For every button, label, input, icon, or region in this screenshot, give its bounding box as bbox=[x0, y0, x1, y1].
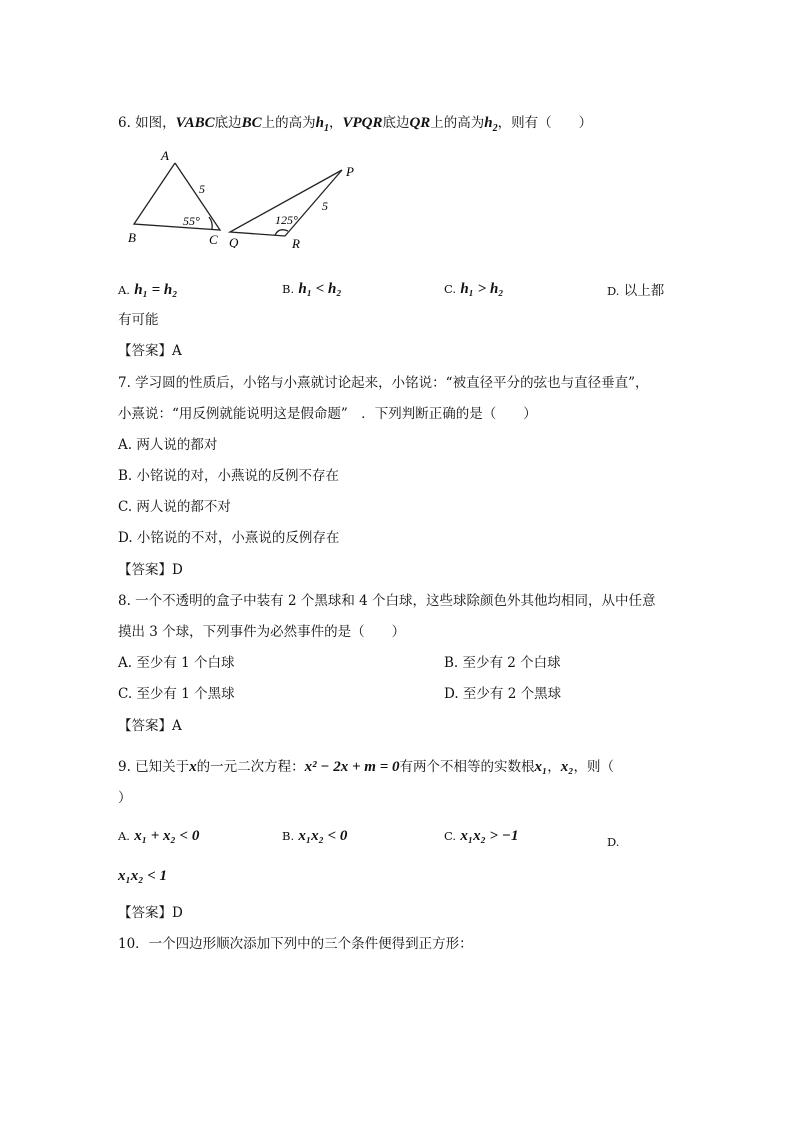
q9-option-c: C. x₁x₂ > −1 bbox=[444, 828, 519, 844]
q8-option-c: C. 至少有 1 个黑球 bbox=[118, 686, 235, 702]
q6-option-b: B. h₁ < h₂ bbox=[282, 281, 342, 297]
q6-figure bbox=[125, 148, 365, 248]
q9-option-b: B. x₁x₂ < 0 bbox=[282, 828, 348, 844]
q6-t5: ，则有（ ） bbox=[497, 115, 593, 131]
q8-option-d: D. 至少有 2 个黑球 bbox=[444, 686, 562, 702]
q6-answer: 【答案】A bbox=[118, 343, 182, 359]
q9-t3: ，则（ bbox=[573, 759, 614, 775]
q8-option-b: B. 至少有 2 个白球 bbox=[444, 655, 561, 671]
q7-option-a: A. 两人说的都对 bbox=[118, 437, 218, 453]
q6-stem bbox=[118, 113, 592, 139]
q9-x: x bbox=[189, 759, 197, 775]
q6-tri1: VABC bbox=[175, 115, 215, 131]
q6-bc: BC bbox=[241, 115, 262, 131]
q6-option-a: A. h₁ = h₂ bbox=[118, 282, 178, 298]
q9-comma: ， bbox=[547, 759, 561, 775]
q9-answer: 【答案】D bbox=[118, 905, 183, 921]
q6-h1: $h_1$ bbox=[315, 115, 329, 134]
q7-option-b: B. 小铭说的对，小燕说的反例不存在 bbox=[118, 468, 340, 484]
q6-option-d: D. 以上都 bbox=[607, 283, 665, 299]
label-c: C bbox=[209, 232, 218, 247]
q9-option-d-wrap: x₁x₂ < 1 bbox=[118, 868, 168, 884]
q7-stem-line1: 7. 学习圆的性质后，小铭与小熹就讨论起来，小铭说：“被直径平分的弦也与直径垂直”， bbox=[118, 375, 649, 391]
label-side-pr: 5 bbox=[322, 199, 328, 213]
q9-t1: 的一元二次方程： bbox=[196, 759, 305, 775]
q9-x1: x₁ bbox=[534, 759, 548, 775]
q6-t1: 底边 bbox=[214, 115, 242, 131]
q6-tri2: VPQR bbox=[342, 115, 383, 131]
q6-option-d-wrap: 有可能 bbox=[118, 312, 159, 328]
label-b: B bbox=[128, 230, 136, 245]
q8-stem-line1: 8. 一个不透明的盒子中装有 2 个黑球和 4 个白球，这些球除颜色外其他均相同，从中任意 bbox=[118, 593, 656, 609]
q9-x2: x₂ bbox=[560, 759, 574, 775]
label-q: Q bbox=[229, 235, 239, 248]
q8-answer: 【答案】A bbox=[118, 718, 182, 734]
label-p: P bbox=[346, 164, 354, 179]
q6-h2: $h_2$ bbox=[484, 115, 498, 134]
q6-qr: QR bbox=[409, 115, 431, 131]
q7-option-c: C. 两人说的都不对 bbox=[118, 499, 231, 515]
q6-t2: 上的高为 bbox=[261, 115, 316, 131]
q10-stem: 10．一个四边形顺次添加下列中的三个条件便得到正方形： bbox=[118, 936, 473, 952]
label-side-ac: 5 bbox=[199, 182, 205, 196]
q9-equation: x² − 2x + m = 0 bbox=[304, 759, 400, 775]
q6-t3: 底边 bbox=[382, 115, 410, 131]
label-a: A bbox=[161, 148, 169, 163]
q9-stem-line2: ） bbox=[118, 790, 132, 806]
q7-option-d: D. 小铭说的不对，小熹说的反例存在 bbox=[118, 530, 340, 546]
q9-lead: 9. 已知关于 bbox=[118, 759, 190, 775]
q8-option-a: A. 至少有 1 个白球 bbox=[118, 655, 235, 671]
q9-option-d: D. bbox=[607, 835, 620, 849]
label-r: R bbox=[292, 236, 300, 248]
q7-stem-line2: 小熹说：“用反例就能说明这是假命题” ．下列判断正确的是（ ） bbox=[118, 406, 537, 422]
q6-option-c: C. h₁ > h₂ bbox=[444, 281, 504, 297]
q8-stem-line2: 摸出 3 个球，下列事件为必然事件的是（ ） bbox=[118, 624, 406, 640]
q6-comma: ， bbox=[328, 115, 343, 131]
q9-option-a: A. x₁ + x₂ < 0 bbox=[118, 828, 200, 844]
q7-answer: 【答案】D bbox=[118, 562, 183, 578]
q6-t4: 上的高为 bbox=[430, 115, 485, 131]
triangle-abc bbox=[134, 163, 220, 230]
label-angle-r: 125° bbox=[275, 213, 298, 227]
label-angle-c: 55° bbox=[183, 214, 200, 228]
q6-lead: 6. 如图， bbox=[118, 115, 176, 131]
q9-stem-line1 bbox=[118, 757, 614, 777]
q9-t2: 有两个不相等的实数根 bbox=[399, 759, 535, 775]
